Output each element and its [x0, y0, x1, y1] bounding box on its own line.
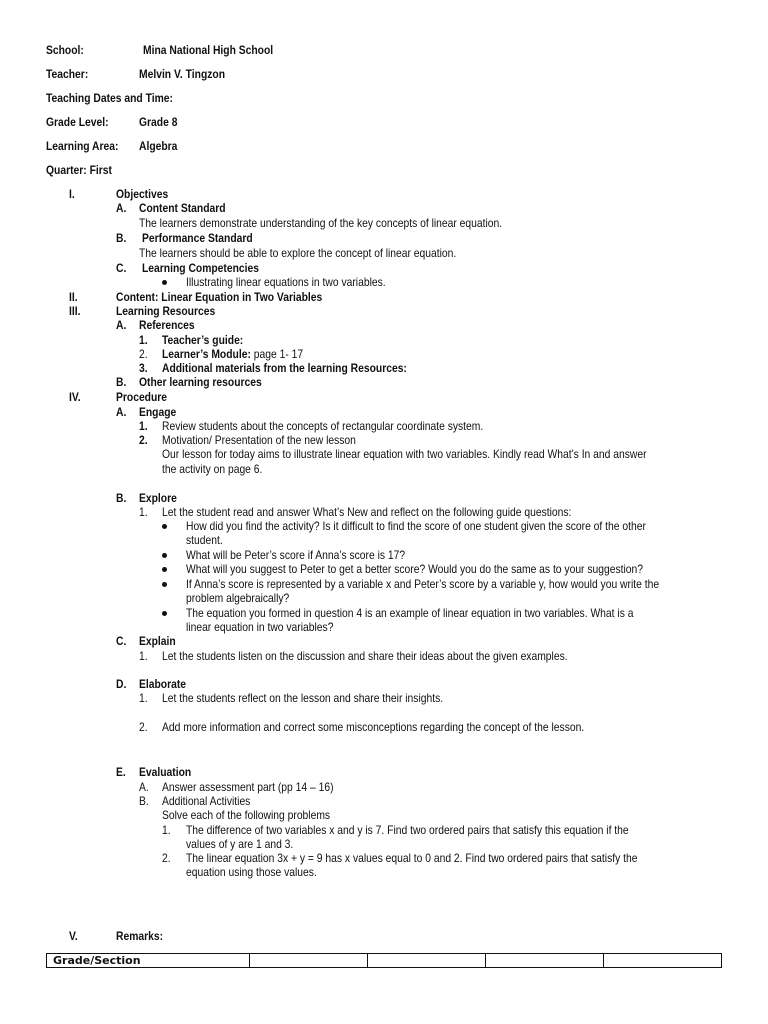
- list-number: 1.: [162, 823, 171, 837]
- guide-question-3: What will you suggest to Peter to get a better score? Would you do the same as to your suggestion?: [186, 562, 644, 576]
- learning-resources-heading: Learning Resources: [116, 304, 216, 318]
- explain-heading: Explain: [139, 634, 176, 648]
- guide-question-1-line-1: How did you find the activity? Is it difficult to find the score of one student given the score of the other: [186, 519, 646, 533]
- guide-question-4-line-2: problem algebraically?: [186, 591, 290, 605]
- list-letter: E.: [116, 765, 126, 779]
- content-heading: Content: Linear Equation in Two Variables: [116, 290, 323, 304]
- additional-materials-item: Additional materials from the learning Resources:: [162, 361, 407, 375]
- section-number: II.: [69, 290, 78, 304]
- explain-step-1: Let the students listen on the discussion and share their ideas about the given examples.: [162, 649, 568, 663]
- bullet-icon: [162, 567, 167, 572]
- school-value: Mina National High School: [143, 43, 274, 57]
- list-number: 1.: [139, 691, 148, 705]
- additional-activities-item: Additional Activities: [162, 794, 251, 808]
- bullet-icon: [162, 553, 167, 558]
- content-standard-heading: Content Standard: [139, 201, 226, 215]
- list-letter: A.: [116, 405, 127, 419]
- list-number: 3.: [139, 361, 148, 375]
- guide-question-2: What will be Peter’s score if Anna’s score is 17?: [186, 548, 406, 562]
- list-letter: C.: [116, 634, 127, 648]
- list-letter: B.: [116, 231, 127, 245]
- objectives-heading: Objectives: [116, 187, 169, 201]
- additional-activities-text: Solve each of the following problems: [162, 808, 331, 822]
- learners-module-item: [162, 347, 303, 361]
- grade-section-header: Grade/Section: [47, 954, 250, 968]
- bullet-icon: [162, 582, 167, 587]
- remarks-heading: Remarks:: [116, 929, 164, 943]
- list-number: 2.: [139, 347, 148, 361]
- engage-text-line-1: Our lesson for today aims to illustrate linear equation with two variables. Kindly read What’s In and answer: [162, 447, 647, 461]
- bullet-icon: [162, 280, 167, 285]
- list-number: 2.: [162, 851, 171, 865]
- procedure-heading: Procedure: [116, 390, 168, 404]
- learning-competencies-heading: Learning Competencies: [142, 261, 259, 275]
- section-number: I.: [69, 187, 75, 201]
- bullet-icon: [162, 611, 167, 616]
- quarter-label: Quarter: First: [46, 163, 112, 177]
- explore-heading: Explore: [139, 491, 177, 505]
- performance-standard-text: The learners should be able to explore the concept of linear equation.: [139, 246, 457, 260]
- problem-2-line-1: The linear equation 3x + y = 9 has x values equal to 0 and 2. Find two ordered pairs that satisfy the: [186, 851, 638, 865]
- guide-question-5-line-2: linear equation in two variables?: [186, 620, 334, 634]
- list-number: 2.: [139, 433, 148, 447]
- section-number: III.: [69, 304, 81, 318]
- grade-section-table: [46, 953, 722, 968]
- evaluation-heading: Evaluation: [139, 765, 192, 779]
- engage-step-2: Motivation/ Presentation of the new lesson: [162, 433, 356, 447]
- content-standard-text: The learners demonstrate understanding of the key concepts of linear equation.: [139, 216, 503, 230]
- table-cell: [604, 954, 722, 968]
- learning-area-value: Algebra: [139, 139, 178, 153]
- teachers-guide-item: Teacher’s guide:: [162, 333, 244, 347]
- problem-1-line-2: values of y are 1 and 3.: [186, 837, 294, 851]
- list-letter: A.: [116, 318, 127, 332]
- list-number: 1.: [139, 419, 148, 433]
- competency-item: Illustrating linear equations in two variables.: [186, 275, 386, 289]
- table-cell: [250, 954, 368, 968]
- list-letter: A.: [139, 780, 149, 794]
- elaborate-step-2: Add more information and correct some misconceptions regarding the concept of the lesson.: [162, 720, 585, 734]
- problem-1-line-1: The difference of two variables x and y is 7. Find two ordered pairs that satisfy this equation if the: [186, 823, 629, 837]
- list-letter: C.: [116, 261, 127, 275]
- learners-module-label: Learner’s Module:: [162, 347, 251, 361]
- guide-question-5-line-1: The equation you formed in question 4 is an example of linear equation in two variables. What is a: [186, 606, 634, 620]
- engage-step-1: Review students about the concepts of rectangular coordinate system.: [162, 419, 484, 433]
- table-cell: [368, 954, 486, 968]
- guide-question-1-line-2: student.: [186, 533, 223, 547]
- list-letter: B.: [116, 375, 127, 389]
- engage-text-line-2: the activity on page 6.: [162, 462, 263, 476]
- performance-standard-heading: Performance Standard: [142, 231, 253, 245]
- learners-module-pages: page 1- 17: [253, 347, 304, 361]
- teacher-label: Teacher:: [46, 67, 89, 81]
- list-letter: A.: [116, 201, 127, 215]
- section-number: V.: [69, 929, 78, 943]
- school-label: School:: [46, 43, 84, 57]
- section-number: IV.: [69, 390, 81, 404]
- bullet-icon: [162, 524, 167, 529]
- list-letter: B.: [116, 491, 127, 505]
- elaborate-step-1: Let the students reflect on the lesson and share their insights.: [162, 691, 444, 705]
- table-cell: [486, 954, 604, 968]
- learning-area-label: Learning Area:: [46, 139, 119, 153]
- explore-step-1: Let the student read and answer What’s New and reflect on the following guide questions:: [162, 505, 572, 519]
- elaborate-heading: Elaborate: [139, 677, 187, 691]
- list-number: 1.: [139, 505, 148, 519]
- list-number: 1.: [139, 649, 148, 663]
- other-resources-heading: Other learning resources: [139, 375, 262, 389]
- table-row: [47, 954, 722, 968]
- list-letter: B.: [139, 794, 149, 808]
- list-number: 2.: [139, 720, 148, 734]
- grade-level-value: Grade 8: [139, 115, 178, 129]
- assessment-item: Answer assessment part (pp 14 – 16): [162, 780, 334, 794]
- teacher-value: Melvin V. Tingzon: [139, 67, 226, 81]
- list-letter: D.: [116, 677, 127, 691]
- engage-heading: Engage: [139, 405, 177, 419]
- grade-level-label: Grade Level:: [46, 115, 109, 129]
- teaching-dates-label: Teaching Dates and Time:: [46, 91, 173, 105]
- list-number: 1.: [139, 333, 148, 347]
- problem-2-line-2: equation using those values.: [186, 865, 317, 879]
- guide-question-4-line-1: If Anna’s score is represented by a variable x and Peter’s score by a variable y, how would you write the: [186, 577, 660, 591]
- references-heading: References: [139, 318, 195, 332]
